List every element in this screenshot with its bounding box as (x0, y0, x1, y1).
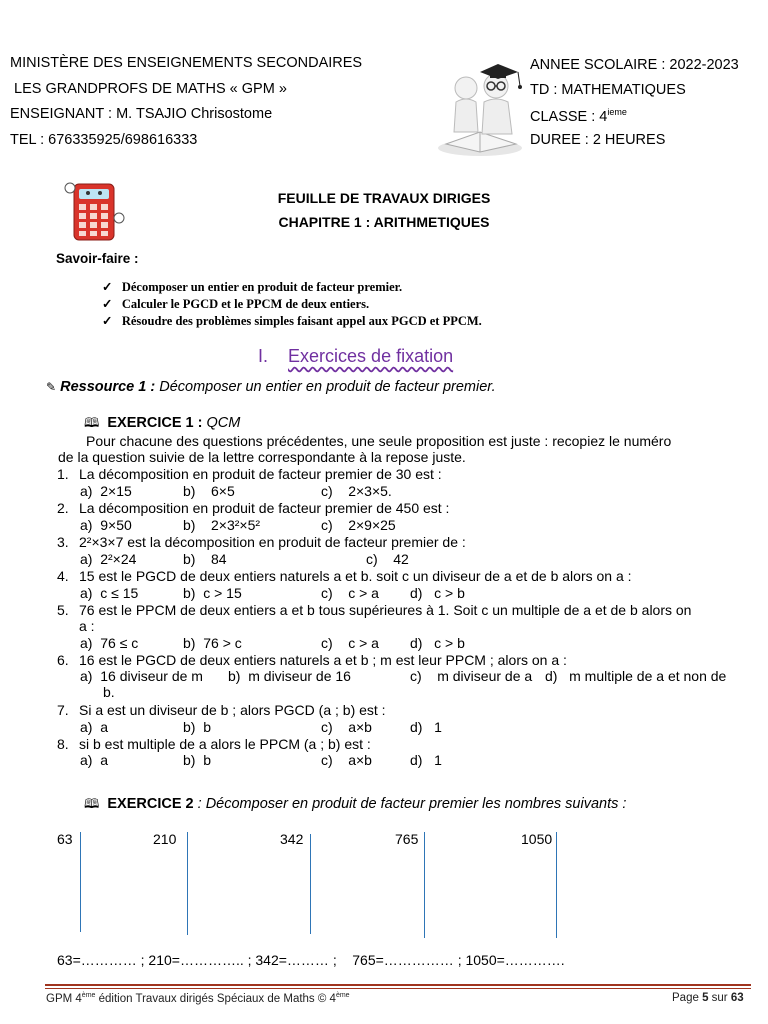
divider-line (556, 832, 557, 938)
question-text: La décomposition en produit de facteur premier de 450 est : (79, 500, 450, 516)
savoir-item: ✓ Décomposer un entier en produit de facteur premier. (102, 280, 403, 294)
option-c: c) a×b (321, 719, 372, 735)
option-b: b) b (183, 719, 212, 735)
option-c: c) 2×9×25 (321, 517, 396, 533)
header-tel: TEL : 676335925/698616333 (10, 132, 198, 148)
option-c: c) 2×3×5. (321, 483, 392, 499)
option-b: b) m diviseur de 16 (228, 668, 351, 684)
footer-divider-thin (45, 988, 751, 989)
option-c: c) c > a (321, 635, 379, 651)
exercise-1-label: EXERCICE 1 : (107, 415, 203, 431)
option-a: a) c ≤ 15 (80, 585, 139, 601)
header-class-sup: ieme (607, 107, 627, 117)
ressource-text: Décomposer un entier en produit de facteur premier. (155, 379, 496, 395)
footer-edition-sup: ème (81, 992, 96, 999)
number-to-decompose: 210 (153, 831, 177, 847)
question-text: si b est multiple de a alors le PPCM (a ; b) est : (79, 736, 371, 752)
question-text: 2²×3×7 est la décomposition en produit de facteur premier de : (79, 534, 466, 550)
header-class-text: CLASSE : 4 (530, 108, 608, 125)
question-number: 8. (57, 736, 69, 752)
option-b: b) 6×5 (183, 483, 235, 499)
savoir-item-text: Décomposer un entier en produit de facteur premier. (121, 280, 403, 294)
header-ministry: MINISTÈRE DES ENSEIGNEMENTS SECONDAIRES (10, 55, 363, 71)
savoir-item: ✓ Calculer le PGCD et le PPCM de deux entiers. (102, 297, 370, 311)
savoir-faire-heading: Savoir-faire : (56, 251, 139, 266)
chapter-title: CHAPITRE 1 : ARITHMETIQUES (278, 214, 490, 230)
option-a: a) 16 diviseur de m (80, 668, 203, 684)
students-reading-illustration (432, 52, 528, 162)
exercise-2-label: EXERCICE 2 (107, 796, 194, 812)
option-d: d) 1 (410, 752, 442, 768)
option-a: a) a (80, 719, 109, 735)
footer-page-mid: sur (708, 992, 731, 1004)
exercise-1-intro-cont: de la question suivie de la lettre correspondante à la repose juste. (58, 449, 466, 465)
savoir-item: ✓ Résoudre des problèmes simples faisant appel aux PGCD et PPCM. (102, 314, 482, 328)
number-to-decompose: 1050 (521, 831, 553, 847)
question-text: 16 est le PGCD de deux entiers naturels a et b ; m est leur PPCM ; alors on a : (79, 652, 567, 668)
option-c: c) m diviseur de a (410, 668, 533, 684)
option-d-cont: b. (103, 684, 115, 700)
option-a: a) 2²×24 (80, 551, 137, 567)
ressource-label: Ressource 1 : (60, 379, 156, 395)
question-number: 2. (57, 500, 69, 516)
option-b: b) b (183, 752, 212, 768)
header-class (530, 107, 627, 125)
question-number: 7. (57, 702, 69, 718)
question-number: 3. (57, 534, 69, 550)
header-gpm: LES GRANDPROFS DE MATHS « GPM » (10, 81, 287, 97)
option-d: d) 1 (410, 719, 442, 735)
divider-line (310, 834, 311, 934)
exercise-1-subtitle: QCM (206, 415, 241, 431)
book-icon: 🕮 (84, 796, 100, 811)
book-icon: 🕮 (84, 415, 100, 430)
number-to-decompose: 63 (57, 831, 73, 847)
option-d: d) c > b (410, 635, 465, 651)
divider-line (187, 832, 188, 935)
header-td: TD : MATHEMATIQUES (530, 82, 686, 98)
exercise-2-text: : Décomposer en produit de facteur premier les nombres suivants : (193, 796, 627, 812)
footer-edition (46, 992, 350, 1005)
exercise-1-intro: Pour chacune des questions précédentes, une seule proposition est juste : recopiez le numéro (86, 433, 672, 449)
question-number: 6. (57, 652, 69, 668)
question-text: 76 est le PPCM de deux entiers a et b tous supérieures à 1. Soit c un multiple de a et de b alors on (79, 602, 692, 618)
answer-line: 63=………… ; 210=………….. ; 342=……… ; 765=…………… ; 1050=…………. (57, 952, 565, 968)
pencil-icon: ✎ (46, 380, 57, 394)
sheet-title: FEUILLE DE TRAVAUX DIRIGES (277, 190, 491, 206)
question-text: 15 est le PGCD de deux entiers naturels a et b. soit c un diviseur de a et de b alors on a : (79, 568, 632, 584)
footer-page-number: 5 (702, 992, 709, 1004)
option-c: c) 42 (366, 551, 409, 567)
option-a: a) a (80, 752, 109, 768)
question-number: 1. (57, 466, 69, 482)
section-number: I. (258, 346, 269, 366)
number-to-decompose: 342 (280, 831, 304, 847)
footer-divider (45, 984, 751, 986)
section-title-text: Exercices de fixation (288, 346, 454, 366)
footer-edition-sup: ème (335, 992, 350, 999)
footer-edition-2: édition Travaux dirigés Spéciaux de Maths © 4 (95, 992, 336, 1005)
question-number: 4. (57, 568, 69, 584)
question-number: 5. (57, 602, 69, 618)
header-teacher: ENSEIGNANT : M. TSAJIO Chrisostome (10, 106, 273, 122)
savoir-item-text: Calculer le PGCD et le PPCM de deux entiers. (121, 297, 370, 311)
question-text-cont: a : (79, 618, 95, 634)
option-b: b) 76 > c (183, 635, 242, 651)
calculator-icon (64, 178, 126, 244)
option-a: a) 76 ≤ c (80, 635, 139, 651)
footer-page-label: Page (672, 992, 703, 1004)
footer-page (672, 992, 744, 1004)
option-c: c) c > a (321, 585, 379, 601)
footer-edition-1: GPM 4 (46, 992, 82, 1005)
question-text: La décomposition en produit de facteur premier de 30 est : (79, 466, 442, 482)
option-a: a) 2×15 (80, 483, 132, 499)
option-d: d) m multiple de a et non de (545, 668, 727, 684)
header-year: ANNEE SCOLAIRE : 2022-2023 (530, 57, 739, 73)
savoir-item-text: Résoudre des problèmes simples faisant appel aux PGCD et PPCM. (121, 314, 482, 328)
option-b: b) 2×3²×5² (183, 517, 261, 533)
ressource-line (46, 379, 496, 395)
number-to-decompose: 765 (395, 831, 419, 847)
divider-line (80, 832, 81, 932)
option-b: b) 84 (183, 551, 227, 567)
option-d: d) c > b (410, 585, 465, 601)
header-duration: DUREE : 2 HEURES (530, 132, 666, 148)
footer-page-total: 63 (730, 992, 744, 1004)
option-c: c) a×b (321, 752, 372, 768)
question-text: Si a est un diviseur de b ; alors PGCD (a ; b) est : (79, 702, 386, 718)
exercise-2-heading (84, 795, 626, 817)
option-b: b) c > 15 (183, 585, 242, 601)
divider-line (424, 832, 425, 938)
section-title (258, 346, 453, 367)
option-a: a) 9×50 (80, 517, 132, 533)
